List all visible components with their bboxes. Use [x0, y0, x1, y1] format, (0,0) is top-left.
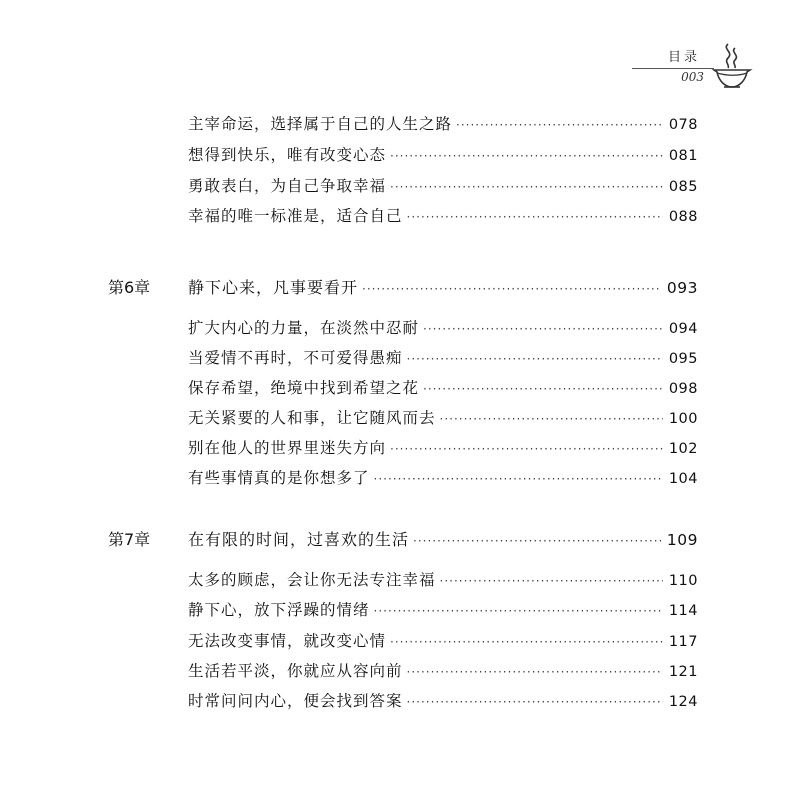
toc-entry[interactable] [188, 629, 698, 653]
toc-chapter-6[interactable] [108, 275, 698, 299]
toc-leader-dots [413, 534, 661, 548]
header-page-number: 003 [681, 70, 704, 84]
toc-entry-title: 主宰命运，选择属于自己的人生之路 [188, 115, 453, 133]
toc-chapter-7[interactable] [108, 527, 698, 551]
toc-entry-page: 102 [668, 441, 698, 457]
chapter-page: 093 [666, 279, 698, 297]
toc-leader-dots [390, 442, 663, 456]
toc-entry[interactable] [188, 174, 698, 198]
toc-entry[interactable] [188, 143, 698, 167]
chapter-label: 第6章 [108, 278, 151, 297]
toc-entry-title: 勇敢表白，为自己争取幸福 [188, 177, 387, 195]
toc-entry-title: 生活若平淡，你就应从容向前 [188, 662, 403, 680]
toc-entry-page: 085 [668, 179, 698, 195]
toc-leader-dots [423, 322, 663, 336]
toc-leader-dots [407, 210, 663, 224]
toc-leader-dots [456, 118, 663, 132]
toc-entry-title: 时常问问内心，便会找到答案 [188, 692, 403, 710]
chapter-title: 静下心来，凡事要看开 [188, 278, 359, 297]
toc-entry-title: 保存希望，绝境中找到希望之花 [188, 379, 420, 397]
toc-entry[interactable] [188, 346, 698, 370]
toc-entry[interactable] [188, 436, 698, 460]
tea-bowl-icon [708, 40, 754, 92]
toc-entry-title: 有些事情真的是你想多了 [188, 469, 370, 487]
toc-entry-title: 太多的顾虑，会让你无法专注幸福 [188, 571, 436, 589]
toc-entry[interactable] [188, 568, 698, 592]
toc-leader-dots [390, 149, 663, 163]
toc-entry-page: 098 [668, 381, 698, 397]
toc-entry-page: 121 [668, 664, 698, 680]
toc-entry[interactable] [188, 659, 698, 683]
chapter-label: 第7章 [108, 530, 151, 549]
toc-entry-title: 扩大内心的力量，在淡然中忍耐 [188, 319, 420, 337]
toc-entry-page: 104 [668, 471, 698, 487]
toc-entry-page: 088 [668, 209, 698, 225]
toc-leader-dots [374, 472, 663, 486]
toc-entry-title: 当爱情不再时，不可爱得愚痴 [188, 349, 403, 367]
toc-entry-page: 095 [668, 351, 698, 367]
header-title: 目录 [667, 50, 700, 65]
toc-entry-page: 078 [668, 117, 698, 133]
toc-entry-page: 117 [668, 634, 698, 650]
toc-leader-dots [390, 635, 663, 649]
toc-entry-title: 幸福的唯一标准是，适合自己 [188, 207, 403, 225]
toc-entry-title: 静下心，放下浮躁的情绪 [188, 601, 370, 619]
chapter-page: 109 [666, 531, 698, 549]
toc-leader-dots [440, 574, 663, 588]
toc-leader-dots [423, 382, 663, 396]
toc-entry-page: 100 [668, 411, 698, 427]
toc-leader-dots [390, 180, 663, 194]
toc-leader-dots [374, 604, 663, 618]
toc-entry-title: 无法改变事情，就改变心情 [188, 632, 387, 650]
chapter-title: 在有限的时间，过喜欢的生活 [188, 530, 410, 549]
toc-leader-dots [362, 282, 661, 296]
toc-leader-dots [407, 695, 663, 709]
toc-entry[interactable] [188, 466, 698, 490]
toc-entry-title: 别在他人的世界里迷失方向 [188, 439, 387, 457]
toc-entry[interactable] [188, 112, 698, 136]
toc-entry[interactable] [188, 376, 698, 400]
toc-entry[interactable] [188, 406, 698, 430]
toc-entry-page: 110 [668, 573, 698, 589]
toc-leader-dots [407, 352, 663, 366]
header-rule [632, 68, 714, 69]
toc-entry[interactable] [188, 689, 698, 713]
toc-entry-title: 无关紧要的人和事，让它随风而去 [188, 409, 436, 427]
toc-leader-dots [440, 412, 663, 426]
toc-entry-title: 想得到快乐，唯有改变心态 [188, 146, 387, 164]
toc-leader-dots [407, 665, 663, 679]
toc-entry-page: 114 [668, 603, 698, 619]
toc-entry-page: 094 [668, 321, 698, 337]
toc-entry[interactable] [188, 598, 698, 622]
toc-entry-page: 124 [668, 694, 698, 710]
toc-entry[interactable] [188, 204, 698, 228]
toc-entry[interactable] [188, 316, 698, 340]
toc-entry-page: 081 [668, 148, 698, 164]
